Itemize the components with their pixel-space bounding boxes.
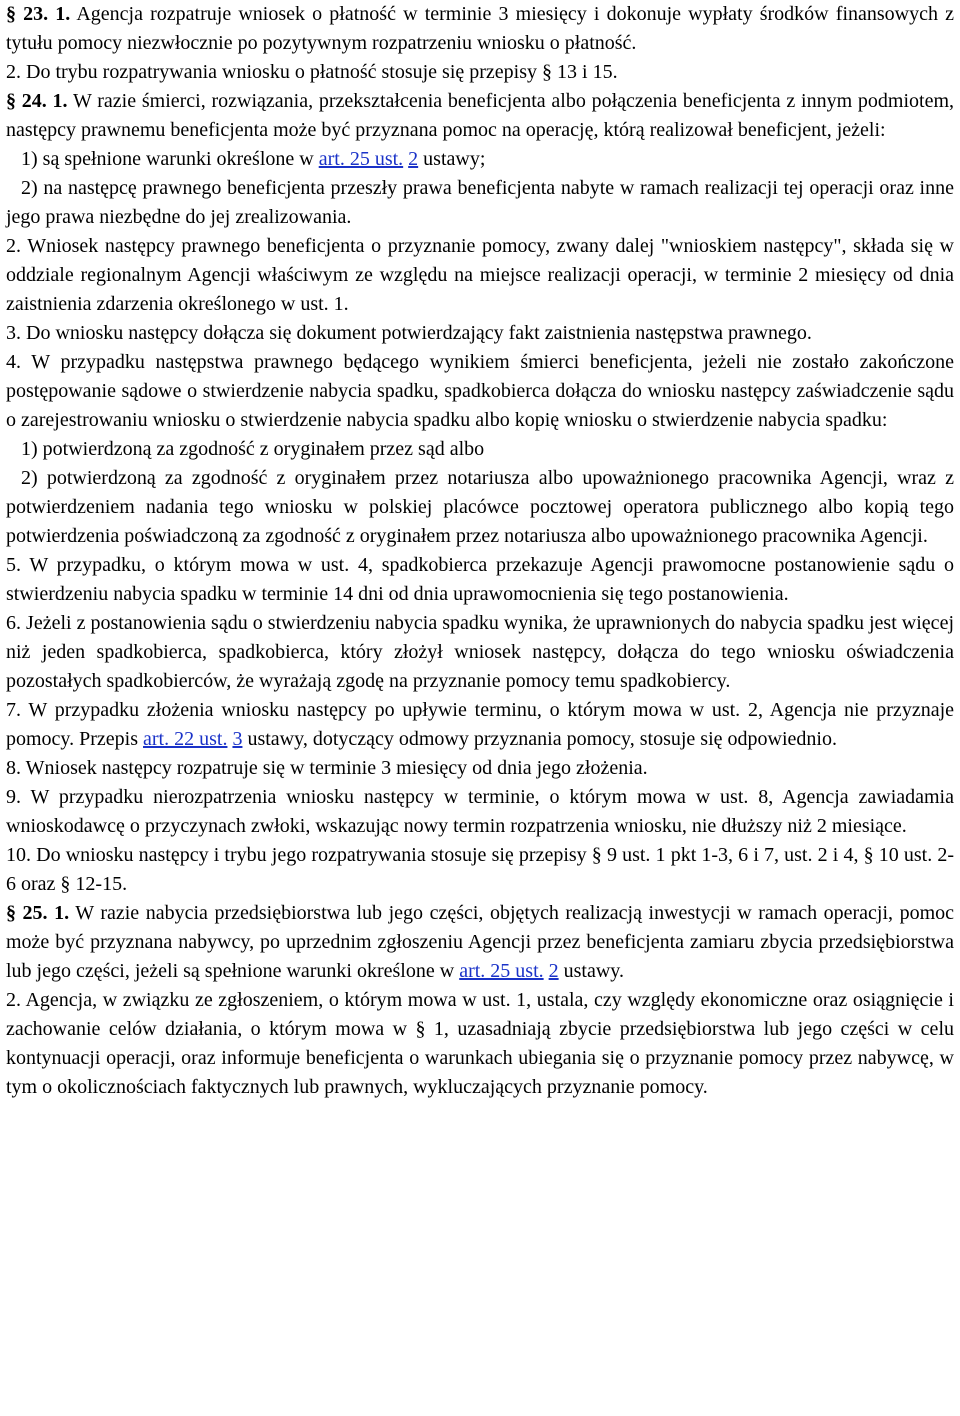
section-24-paragraph-3: 3. Do wniosku następcy dołącza się dokument potwierdzający fakt zaistnienia następstwa prawnego. [6, 322, 812, 344]
section-24-paragraph-4-point-1: 1) potwierdzoną za zgodność z oryginałem przez sąd albo [21, 438, 485, 460]
section-23-paragraph-2: 2. Do trybu rozpatrywania wniosku o płatność stosuje się przepisy § 13 i 15. [6, 61, 618, 83]
section-24-point-1: 1) są spełnione warunki określone w art. 25 ust. 2 ustawy; [21, 148, 486, 170]
section-24-ust-1-text: W razie śmierci, rozwiązania, przekształcenia beneficjenta albo połączenia beneficjenta z innym podmiotem, następcy prawnemu beneficjenta może być przyznana pomoc na operację, którą realizował beneficjent, jeżeli: [6, 90, 955, 141]
section-24-paragraph-2: 2. Wniosek następcy prawnego beneficjenta o przyznanie pomocy, zwany dalej "wnioskiem następcy", składa się w oddziale regionalnym Agencji właściwym ze względu na miejsce realizacji operacji, w terminie 2 miesięcy od dnia zaistnienia zdarzenia określonego w ust. 1. [6, 235, 954, 315]
section-24-paragraph-6: 6. Jeżeli z postanowienia sądu o stwierdzeniu nabycia spadku wynika, że uprawnionych do nabycia spadku jest więcej niż jeden spadkobierca, spadkobierca, który złożył wniosek następcy, dołącza do tego wniosku oświadczenia pozostałych spadkobierców, że wyrażają zgodę na przyznanie pomocy temu spadkobiercy. [6, 612, 954, 692]
link-art-25-ust[interactable]: art. 25 ust. [318, 148, 404, 170]
section-25-heading: § 25. 1. [6, 902, 70, 924]
section-24-point-2: 2) na następcę prawnego beneficjenta przeszły prawa beneficjenta nabyte w ramach realizacji tej operacji oraz inne jego prawa niezbędne do jej zrealizowania. [6, 177, 954, 228]
link-art-22-ust[interactable]: art. 22 ust. [143, 728, 228, 750]
section-24-paragraph-10: 10. Do wniosku następcy i trybu jego rozpatrywania stosuje się przepisy § 9 ust. 1 pkt 1-3, 6 i 7, ust. 2 i 4, § 10 ust. 2-6 oraz § 12-15. [6, 844, 954, 895]
section-23-paragraph-1 [6, 0, 954, 58]
section-23-ust-1-text: Agencja rozpatruje wniosek o płatność w terminie 3 miesięcy i dokonuje wypłaty środków finansowych z tytułu pomocy niezwłocznie po pozytywnym rozpatrzeniu wniosku o płatność. [6, 3, 955, 54]
section-23-heading: § 23. 1. [6, 3, 71, 25]
section-24-paragraph-9: 9. W przypadku nierozpatrzenia wniosku następcy w terminie, o którym mowa w ust. 8, Agencja zawiadamia wnioskodawcę o przyczynach zwłoki, wskazując nowy termin rozpatrzenia wniosku, nie dłuższy niż 2 miesiące. [6, 786, 954, 837]
section-24-paragraph-5: 5. W przypadku, o którym mowa w ust. 4, spadkobierca przekazuje Agencji prawomocne postanowienie sądu o stwierdzeniu nabycia spadku w terminie 14 dni od dnia uprawomocnienia się tego postanowienia. [6, 554, 954, 605]
link-art-22-ust-3[interactable]: 3 [232, 728, 243, 750]
section-25-paragraph-1: § 25. 1. W razie nabycia przedsiębiorstwa lub jego części, objętych realizacją inwestycji w ramach operacji, pomoc może być przyznana nabywcy, po uprzednim zgłoszeniu Agencji przez beneficjenta zamiaru zbycia przedsiębiorstwa lub jego części, jeżeli są spełnione warunki określone w art. 25 ust. 2 ustawy. [6, 902, 955, 982]
section-24-paragraph-4-point-2: 2) potwierdzoną za zgodność z oryginałem przez notariusza albo upoważnionego pracownika Agencji, wraz z potwierdzeniem nadania tego wniosku w polskiej placówce pocztowej operatora publicznego albo kopią tego potwierdzenia poświadczoną za zgodność z oryginałem przez notariusza albo upoważnionego pracownika Agencji. [6, 467, 954, 547]
section-24-heading: § 24. 1. [6, 90, 68, 112]
link-art-25-ust-b[interactable]: art. 25 ust. [459, 960, 544, 982]
link-art-25-ust-2[interactable]: 2 [408, 148, 419, 170]
section-25-paragraph-2: 2. Agencja, w związku ze zgłoszeniem, o którym mowa w ust. 1, ustala, czy względy ekonomiczne oraz osiągnięcie i zachowanie celów działania, o którym mowa w § 1, uzasadniają zbycie przedsiębiorstwa lub jego części w celu kontynuacji operacji, oraz informuje beneficjenta o warunkach ubiegania się o przyznanie pomocy przez nabywcę, w tym o okolicznościach faktycznych lub prawnych, wykluczających przyznanie pomocy. [6, 989, 954, 1098]
section-24-paragraph-1 [6, 87, 954, 145]
section-24-paragraph-8: 8. Wniosek następcy rozpatruje się w terminie 3 miesięcy od dnia jego złożenia. [6, 757, 648, 779]
link-art-25-ust-2-b[interactable]: 2 [548, 960, 559, 982]
section-24-paragraph-7: 7. W przypadku złożenia wniosku następcy po upływie terminu, o którym mowa w ust. 2, Agencja nie przyznaje pomocy. Przepis art. 22 ust. 3 ustawy, dotyczący odmowy przyznania pomocy, stosuje się odpowiednio. [6, 699, 954, 750]
section-24-paragraph-4: 4. W przypadku następstwa prawnego będącego wynikiem śmierci beneficjenta, jeżeli nie zostało zakończone postępowanie sądowe o stwierdzenie nabycia spadku, spadkobierca dołącza do wniosku następcy zaświadczenie sądu o zarejestrowaniu wniosku o stwierdzenie nabycia spadku albo kopię wniosku o stwierdzenie nabycia spadku: [6, 351, 954, 431]
